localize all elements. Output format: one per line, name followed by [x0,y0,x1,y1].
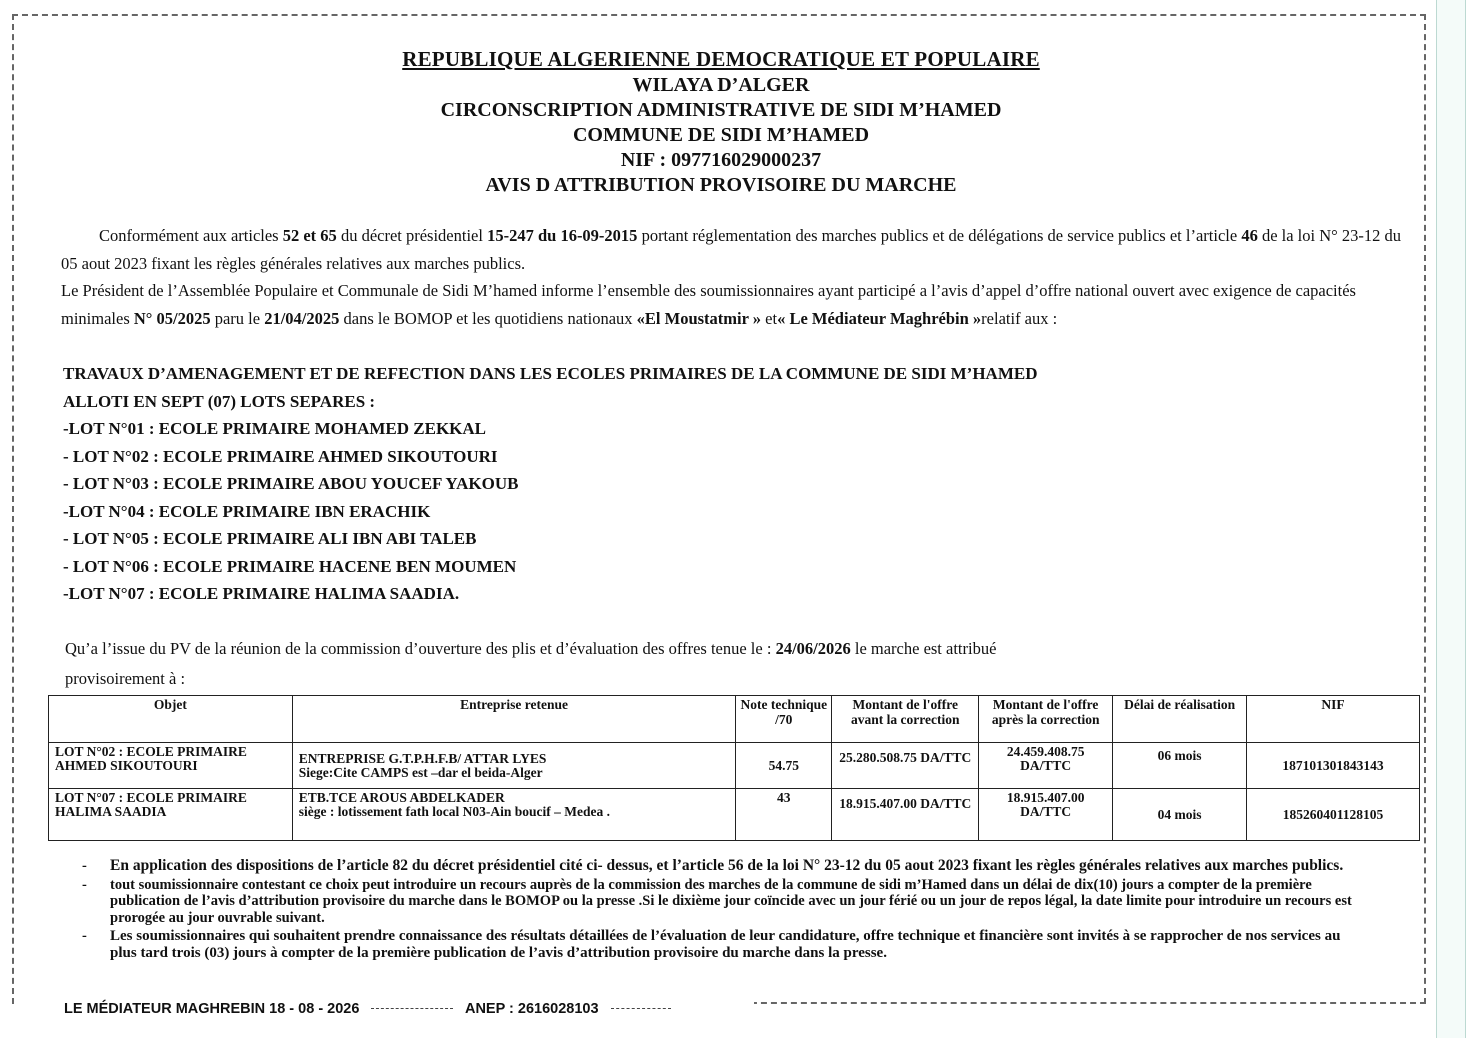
publication-footer [14,998,754,1020]
attribution-line-2: provisoirement à : [65,669,186,688]
wilaya-line: WILAYA D’ALGER [632,74,810,96]
entreprise-siege: siège : lotissement fath local N03-Ain boucif – Medea . [298,804,611,819]
cell-delai: 04 mois [1113,789,1247,841]
emphasis-text: 46 [1241,226,1258,245]
emphasis-text: «El Moustatmir » [636,308,762,328]
note-dash: - [82,876,87,893]
note-text: tout soumissionnaire contestant ce choix peut introduire un recours auprès de la commission des marches de la commune de sidi m’Hamed dans un délai de dix(10) jours a compter de la première publication de l’avis d’attribution provisoire du marche dans le BOMOP ou la presse .Si le dixième jour coïncide avec un jour férié ou un jour de repos légal, la date limite pour introduire un recours est prorogée au jour ouvrable suivant. [110,876,1352,926]
body-text: dans le BOMOP et les quotidiens nationaux [339,308,637,328]
note-item [80,858,1360,875]
cell-entreprise [292,789,736,841]
lot-item: -LOT N°04 : ECOLE PRIMAIRE IBN ERACHIK [63,501,431,521]
entreprise-name: ETB.TCE AROUS ABDELKADER [298,790,505,805]
meeting-date: 24/06/2026 [775,639,851,658]
cell-entreprise [292,743,736,789]
body-text: Conformément aux articles [99,226,283,245]
attribution-table [48,695,1420,841]
lot-item: - LOT N°02 : ECOLE PRIMAIRE AHMED SIKOUTOURI [63,446,498,466]
intro-paragraph-2 [61,277,1416,332]
cell-objet: LOT N°02 : ECOLE PRIMAIRE AHMED SIKOUTOURI [49,743,293,789]
anep-reference: ANEP : 2616028103 [464,1001,599,1017]
attribution-line-1 [65,634,1415,664]
cell-montant-avant: 18.915.407.00 DA/TTC [832,789,979,841]
lot-item: - LOT N°05 : ECOLE PRIMAIRE ALI IBN ABI TALEB [63,529,477,548]
note-item [80,877,1360,927]
header-delai: Délai de réalisation [1113,696,1247,743]
emphasis-text: 15-247 du 16-09-2015 [487,226,638,245]
body-text: Le Président de l’Assemblée Populaire et Communale de Sidi M’hamed informe l’ensemble des soumissionnaires ayant participé a l’avis d’appel d’offre national ouvert avec exigence de capacités minimales [61,281,1356,328]
newspaper-date: LE MÉDIATEUR MAGHREBIN 18 - 08 - 2026 [64,1001,360,1017]
cell-montant-apres: 18.915.407.00 DA/TTC [979,789,1113,841]
cell-montant-avant: 25.280.508.75 DA/TTC [832,743,979,789]
body-text: relatif aux : [981,308,1058,328]
emphasis-text: « Le Médiateur Maghrébin » [777,308,982,328]
entreprise-siege: Siege:Cite CAMPS est –dar el beida-Alger [298,765,543,780]
note-dash: - [82,928,87,944]
note-text: En application des dispositions de l’article 82 du décret présidentiel cité ci- dessus, et l’article 56 de la loi N° 23-12 du 05 aout 2023 fixant les règles générales relatives aux marches publics. [110,857,1344,874]
notes-list [80,858,1360,963]
works-title: TRAVAUX D’AMENAGEMENT ET DE REFECTION DANS LES ECOLES PRIMAIRES DE LA COMMUNE DE SIDI M’HAMED [63,364,1038,383]
body-text: du décret présidentiel [336,226,488,245]
lot-item: - LOT N°06 : ECOLE PRIMAIRE HACENE BEN MOUMEN [63,556,517,576]
commune-line: COMMUNE DE SIDI M’HAMED [572,124,870,146]
notice-title: AVIS D ATTRIBUTION PROVISOIRE DU MARCHE [485,174,957,196]
notice-frame [12,14,1426,1004]
cell-objet: LOT N°07 : ECOLE PRIMAIRE HALIMA SAADIA [49,789,293,841]
table-row [49,789,1420,841]
circonscription-line: CIRCONSCRIPTION ADMINISTRATIVE DE SIDI M’HAMED [440,99,1002,121]
intro-paragraph-1 [61,222,1416,277]
attribution-statement [65,634,1415,694]
emphasis-text: 21/04/2025 [264,308,340,328]
emphasis-text: N° 05/2025 [133,308,211,328]
notice-header [14,46,1428,198]
cell-note: 43 [736,789,832,841]
cell-nif: 185260401128105 [1247,789,1420,841]
lot-item: -LOT N°07 : ECOLE PRIMAIRE HALIMA SAADIA. [63,584,460,603]
nif-line: NIF : 097716029000237 [620,149,822,171]
header-note: Note technique /70 [736,696,832,743]
header-montant-avant: Montant de l'offre avant la correction [832,696,979,743]
table-header-row [49,696,1420,743]
note-dash: - [82,858,87,874]
lot-item: -LOT N°01 : ECOLE PRIMAIRE MOHAMED ZEKKAL [63,419,487,438]
footer-separator [611,1008,671,1009]
body-text: de la loi N° 23-12 du 05 aout 2023 fixant les règles générales relatives aux marches publics. [61,226,1401,273]
note-item [80,928,1360,961]
entreprise-name: ENTREPRISE G.T.P.H.F.B/ ATTAR LYES [298,751,547,766]
body-text: et [761,308,778,328]
header-nif: NIF [1247,696,1420,743]
lot-item: - LOT N°03 : ECOLE PRIMAIRE ABOU YOUCEF YAKOUB [63,474,519,493]
works-section [63,360,1423,608]
cell-nif: 187101301843143 [1247,743,1420,789]
attribution-text-end: le marche est attribué [850,639,997,658]
works-allotment: ALLOTI EN SEPT (07) LOTS SEPARES : [63,391,376,411]
cell-montant-apres: 24.459.408.75 DA/TTC [979,743,1113,789]
intro-text [61,222,1416,332]
emphasis-text: 52 et 65 [282,226,337,245]
body-text: portant réglementation des marches publics et de délégations de service publics et l’article [637,226,1242,245]
cell-note: 54.75 [736,743,832,789]
footer-separator [371,1008,453,1009]
header-entreprise: Entreprise retenue [292,696,736,743]
attribution-text: Qu’a l’issue du PV de la réunion de la commission d’ouverture des plis et d’évaluation des offres tenue le : [65,639,776,658]
page-edge-strip [1436,0,1466,1038]
body-text: paru le [210,308,265,328]
header-montant-apres: Montant de l'offre après la correction [979,696,1113,743]
header-objet: Objet [49,696,293,743]
republic-title: REPUBLIQUE ALGERIENNE DEMOCRATIQUE ET POPULAIRE [402,47,1040,71]
cell-delai: 06 mois [1113,743,1247,789]
table-row [49,743,1420,789]
note-text: Les soumissionnaires qui souhaitent prendre connaissance des résultats détaillées de l’évaluation de leur candidature, offre technique et financière sont invités à se rapprocher de nos services au plus tard trois (03) jours à compter de la première publication de l’avis d’attribution provisoire du marche dans la presse. [110,928,1341,961]
